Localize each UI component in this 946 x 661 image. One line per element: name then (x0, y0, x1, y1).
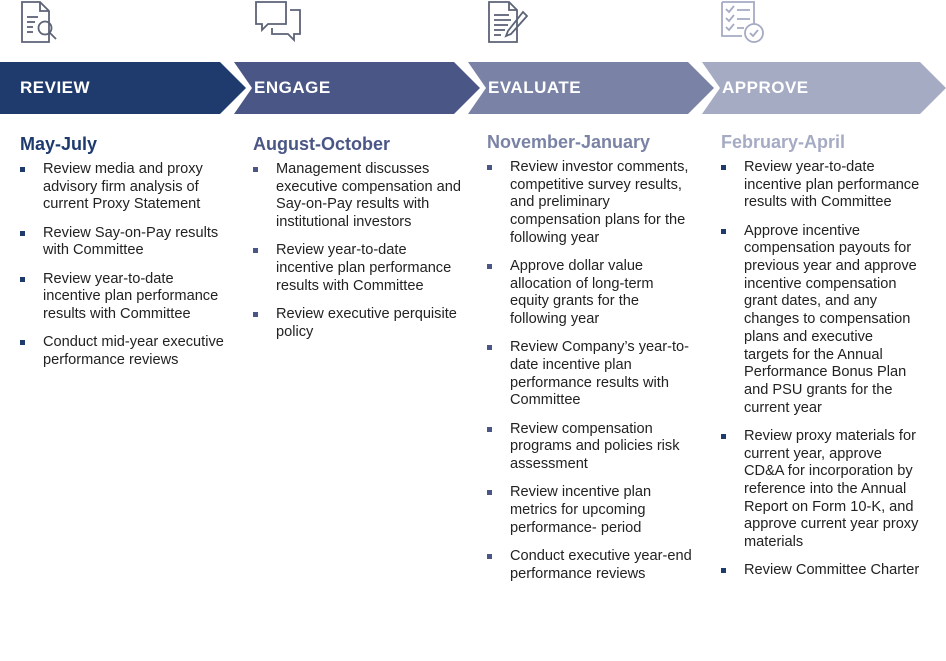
column-engage (253, 132, 466, 352)
list-item: Review year-to-date incentive plan performance results with Committee (253, 242, 466, 295)
list-item: Review compensation programs and policies risk assessment (487, 421, 695, 474)
stage-label-approve: APPROVE (722, 78, 809, 97)
stage-label-evaluate: EVALUATE (488, 78, 582, 97)
list-item: Review incentive plan metrics for upcoming performance- period (487, 484, 695, 537)
list-item: Review executive perquisite policy (253, 306, 466, 341)
bullet-icon (487, 165, 492, 170)
list-item: Review Say-on-Pay results with Committee (20, 225, 235, 260)
period-approve: February-April (721, 132, 846, 152)
list-item: Review Company’s year-to-date incentive plan performance results with Committee (487, 339, 695, 410)
bullet-icon (721, 165, 726, 170)
review-task-list (20, 161, 235, 370)
period-evaluate: November-January (487, 132, 651, 152)
evaluate-task-list (487, 159, 695, 583)
bullet-icon (20, 277, 25, 282)
list-item: Conduct mid-year executive performance reviews (20, 334, 235, 369)
list-item: Management discusses executive compensation and Say-on-Pay results with institutional investors (253, 161, 466, 232)
list-item: Approve dollar value allocation of long-term equity grants for the following year (487, 258, 695, 329)
bullet-icon (253, 248, 258, 253)
bullet-icon (20, 231, 25, 236)
column-approve (721, 132, 921, 590)
bullet-icon (721, 434, 726, 439)
bullet-icon (253, 312, 258, 317)
bullet-icon (487, 427, 492, 432)
bullet-icon (487, 345, 492, 350)
bullet-icon (487, 264, 492, 269)
chat-bubbles-icon (254, 0, 304, 46)
bullet-icon (721, 568, 726, 573)
engage-task-list (253, 161, 466, 341)
approve-task-list (721, 159, 921, 580)
document-search-icon (18, 0, 60, 46)
stage-label-engage: ENGAGE (254, 78, 331, 97)
bullet-icon (487, 490, 492, 495)
column-review (20, 132, 235, 380)
period-review: May-July (20, 134, 98, 154)
list-item: Review year-to-date incentive plan performance results with Committee (20, 271, 235, 324)
stage-label-review: REVIEW (20, 78, 91, 97)
list-item: Approve incentive compensation payouts for previous year and approve incentive compensation grant dates, and any changes to compensation plans and executive targets for the Annual Performance Bonus Plan and PSU grants for the current year (721, 223, 921, 418)
period-engage: August-October (253, 134, 390, 154)
list-item: Review proxy materials for current year, approve CD&A for incorporation by reference into the Annual Report on Form 10-K, and approve current year proxy materials (721, 428, 921, 552)
checklist-approve-icon (720, 0, 768, 46)
list-item: Conduct executive year-end performance reviews (487, 548, 695, 583)
list-item: Review year-to-date incentive plan performance results with Committee (721, 159, 921, 212)
list-item: Review media and proxy advisory firm analysis of current Proxy Statement (20, 161, 235, 214)
bullet-icon (487, 554, 492, 559)
bullet-icon (20, 340, 25, 345)
list-item: Review investor comments, competitive survey results, and preliminary compensation plans for the following year (487, 159, 695, 248)
bullet-icon (20, 167, 25, 172)
document-pen-icon (487, 0, 529, 46)
column-evaluate (487, 132, 695, 594)
list-item: Review Committee Charter (721, 562, 921, 580)
bullet-icon (721, 229, 726, 234)
bullet-icon (253, 167, 258, 172)
